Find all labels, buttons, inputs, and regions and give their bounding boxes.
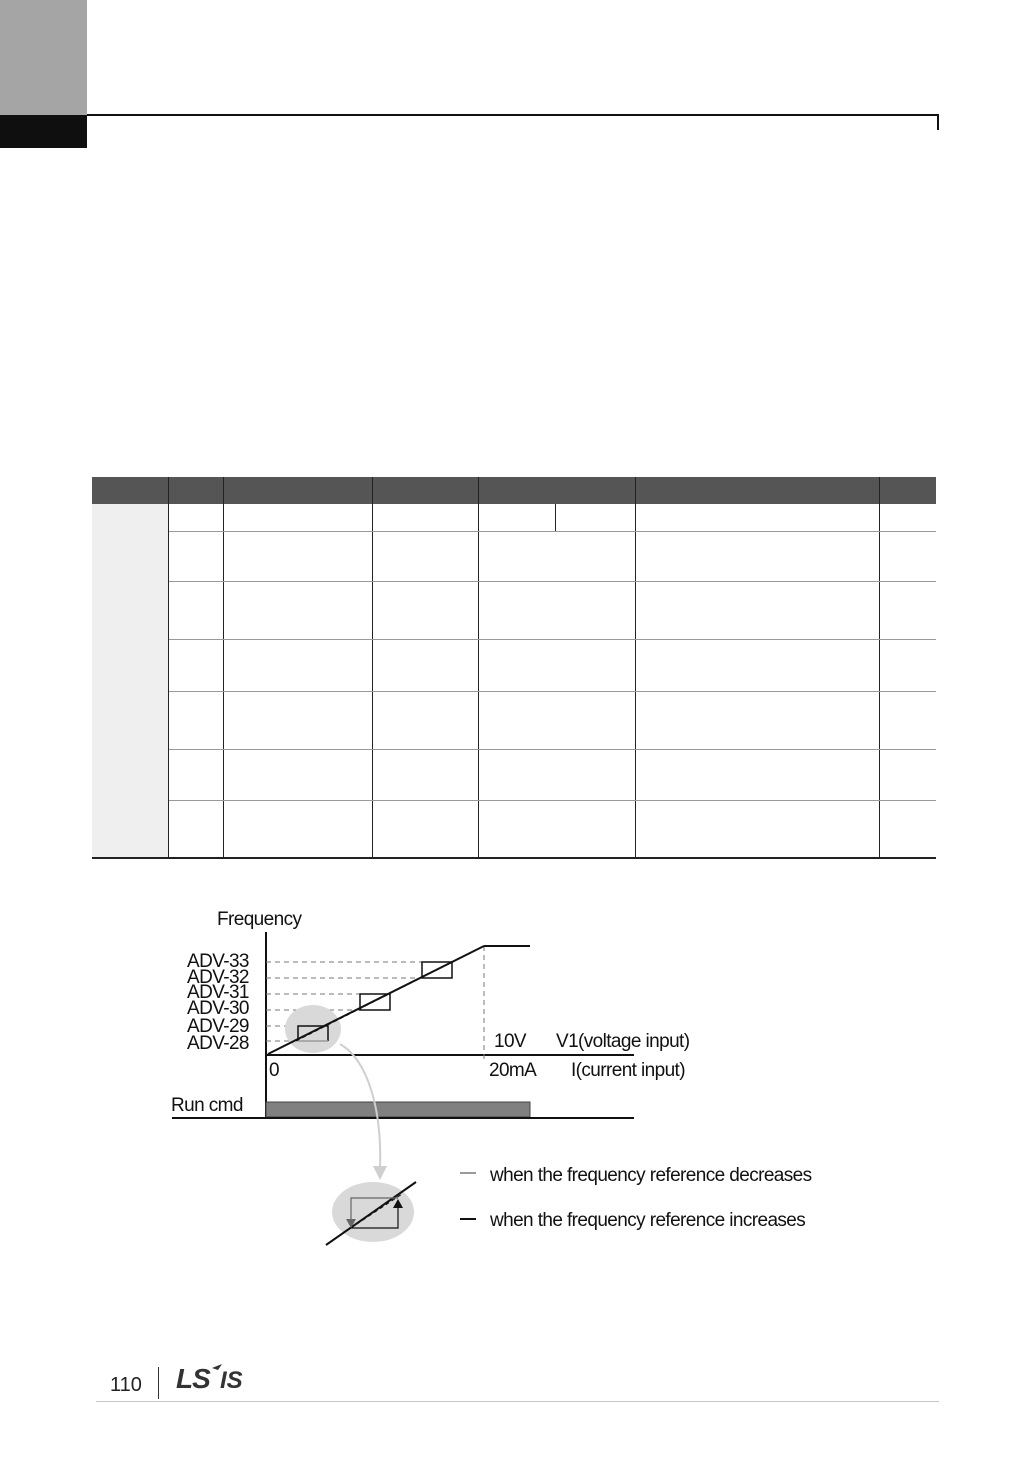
level-label: ADV-29 (187, 1016, 249, 1037)
legend-increase-text: when the frequency reference increases (490, 1210, 806, 1231)
level-label: ADV-30 (187, 998, 249, 1019)
step-box (360, 994, 390, 1010)
page-number: 110 (110, 1374, 142, 1396)
footer-divider (158, 1367, 159, 1399)
footer-rule (96, 1401, 939, 1402)
level-label: ADV-28 (187, 1033, 249, 1054)
level-label: ADV-31 (187, 982, 249, 1003)
level-label: ADV-32 (187, 967, 249, 988)
x-origin-label: 0 (269, 1060, 279, 1081)
svg-text:IS: IS (220, 1367, 243, 1394)
zoom-highlight (285, 1005, 341, 1053)
level-label: ADV-33 (187, 951, 249, 972)
x-max-current-label: 20mA (489, 1060, 537, 1081)
zoom-arrowhead (373, 1166, 387, 1180)
x-max-voltage-label: 10V (494, 1031, 527, 1052)
voltage-input-label: V1(voltage input) (556, 1031, 690, 1052)
current-input-label: I(current input) (571, 1060, 685, 1081)
run-cmd-bar (266, 1102, 530, 1117)
lsis-logo (176, 1362, 266, 1396)
frequency-axis-label: Frequency (217, 909, 302, 930)
legend-decrease-text: when the frequency reference decreases (490, 1165, 812, 1186)
svg-text:LS: LS (176, 1363, 210, 1394)
run-cmd-label: Run cmd (171, 1095, 243, 1116)
